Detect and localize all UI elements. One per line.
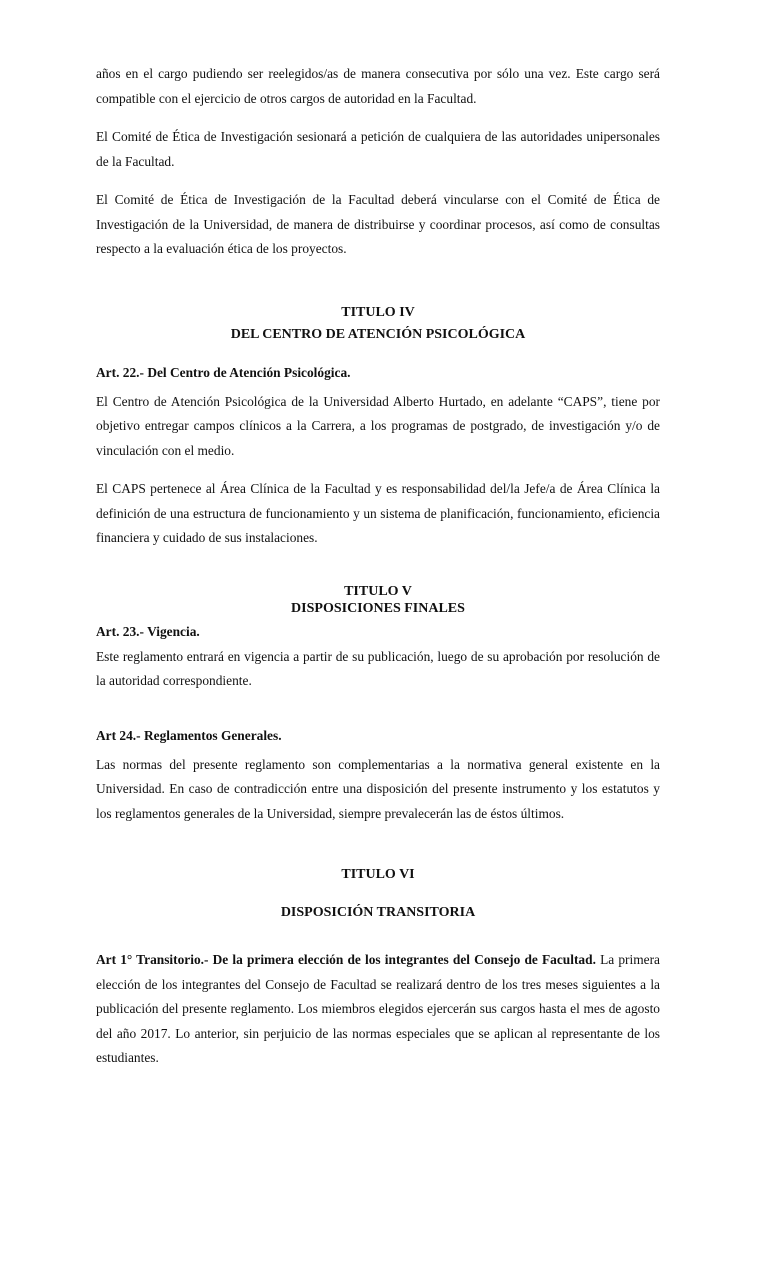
titulo-vi-name: DISPOSICIÓN TRANSITORIA [280, 905, 476, 920]
paragraph-comite-1: años en el cargo pudiendo ser reelegidos/as de manera consecutiva por sólo una vez. Este cargo será compatible con el ejercicio de otros cargos de autoridad en la Facultad. [96, 66, 660, 106]
art-24-title: Art 24.- Reglamentos Generales. [96, 727, 282, 743]
art-22-title: Art. 22.- Del Centro de Atención Psicológica. [96, 364, 351, 380]
titulo-v-label: TITULO V [344, 583, 412, 599]
paragraph-comite-3: El Comité de Ética de Investigación de la Facultad deberá vincularse con el Comité de Ética de Investigación de la Universidad, de manera de distribuirse y coordinar procesos, así como de consultas respecto a la evaluación ética de los proyectos. [96, 192, 660, 256]
art-22-paragraph-1: El Centro de Atención Psicológica de la Universidad Alberto Hurtado, en adelante “CAPS”, tiene por objetivo entregar campos clínicos a la Carrera, a los programas de postgrado, de investigación y/o de vinculación con el medio. [96, 393, 660, 458]
art-1-transitorio-text: La primera elección de los integrantes del Consejo de Facultad se realizará dentro de los tres meses siguientes a la publicación del presente reglamento. Los miembros elegidos ejercerán sus cargos hasta el mes de agosto del año 2017. Lo anterior, sin perjuicio de las normas especiales que se aplican al representante de los estudiantes. [96, 952, 660, 1065]
titulo-v-name: DISPOSICIONES FINALES [291, 600, 465, 616]
titulo-iv-label: TITULO IV [341, 304, 415, 320]
titulo-vi-label: TITULO VI [341, 867, 415, 882]
art-22-paragraph-2: El CAPS pertenece al Área Clínica de la Facultad y es responsabilidad del/la Jefe/a de Área Clínica la definición de una estructura de funcionamiento y un sistema de planificación, funcionamiento, eficiencia financiera y cuidado de sus instalaciones. [96, 481, 660, 545]
art-23-title-text: Art. 23.- Vigencia. [96, 623, 200, 639]
document-page [96, 62, 660, 1071]
art-1-transitorio-title: Art 1° Transitorio.- De la primera elección de los integrantes del Consejo de Facultad. [96, 952, 596, 967]
art-23-paragraph: Este reglamento entrará en vigencia a partir de su publicación, luego de su aprobación por resolución de la autoridad correspondiente. [96, 648, 660, 688]
art-24-paragraph: Las normas del presente reglamento son complementarias a la normativa general existente en la Universidad. En caso de contradicción entre una disposición del presente instrumento y los estatutos y los reglamentos generales de la Universidad, siempre prevalecerán las de éstos últimos. [96, 756, 660, 821]
art-1-transitorio [96, 948, 660, 1071]
titulo-iv-name: DEL CENTRO DE ATENCIÓN PSICOLÓGICA [230, 326, 526, 342]
paragraph-comite-2: El Comité de Ética de Investigación sesionará a petición de cualquiera de las autoridades unipersonales de la Facultad. [96, 129, 660, 169]
art-23-title [96, 621, 660, 643]
